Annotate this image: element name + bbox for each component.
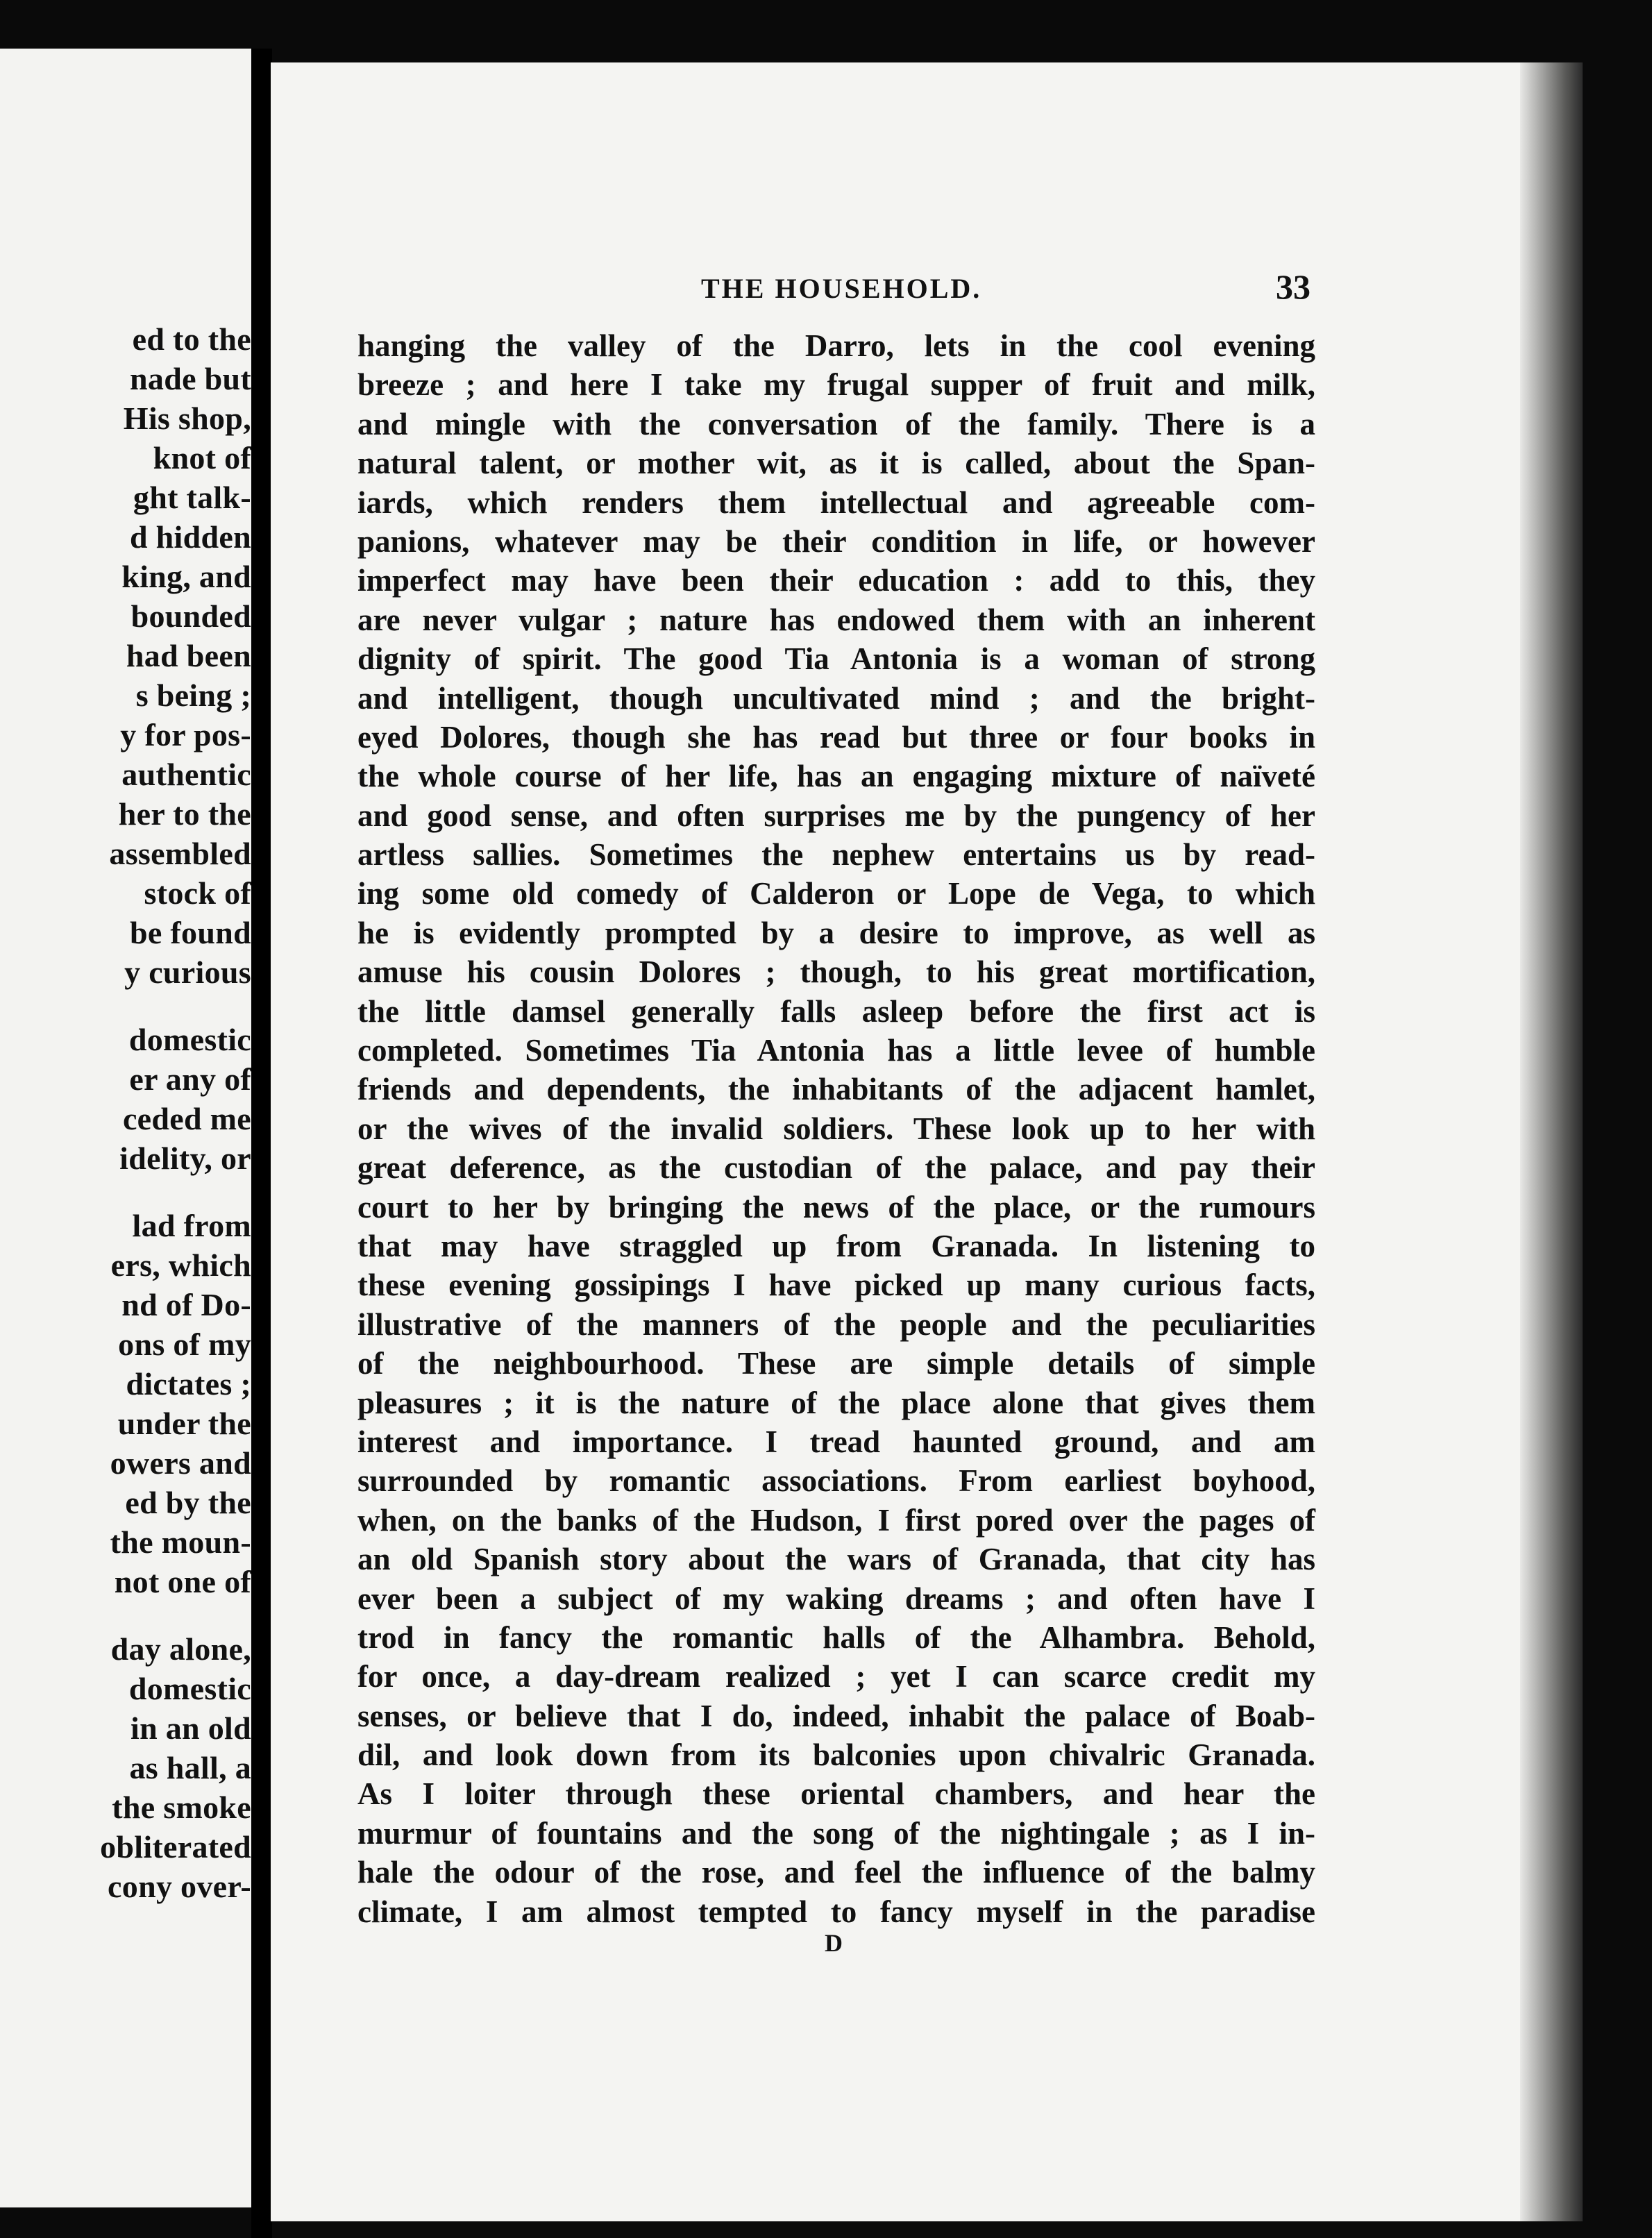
left-page-line: ed by the — [125, 1485, 251, 1520]
text-line: and mingle with the conversation of the family. There is a — [357, 406, 1315, 441]
left-page-line: er any of — [129, 1061, 251, 1097]
left-page-line: y for pos- — [120, 717, 251, 752]
left-page-line: knot of — [153, 440, 251, 476]
text-line: interest and importance. I tread haunted ground, and am — [357, 1424, 1315, 1459]
text-line: the little damsel generally falls asleep before the first act is — [357, 993, 1315, 1029]
text-line: these evening gossipings I have picked up many curious facts, — [357, 1268, 1315, 1303]
left-page-line: ers, which — [110, 1247, 251, 1283]
text-line: breeze ; and here I take my frugal supper of fruit and milk, — [357, 367, 1315, 403]
page-edge — [1520, 62, 1583, 2221]
text-line: ing some old comedy of Calderon or Lope de Vega, to which — [357, 876, 1315, 911]
text-line: great deference, as the custodian of the palace, and pay their — [357, 1150, 1315, 1186]
left-page-line: day alone, — [110, 1631, 251, 1667]
left-page-line: ceded me — [122, 1101, 251, 1136]
left-page-line: His shop, — [123, 401, 251, 436]
left-page-line: obliterated — [100, 1829, 251, 1865]
left-page-line: lad from — [132, 1208, 251, 1243]
text-line: climate, I am almost tempted to fancy myself in the paradise — [357, 1894, 1315, 1929]
left-page-line: nade but — [130, 361, 251, 396]
left-page-line: be found — [130, 915, 251, 950]
left-page-line: nd of Do- — [121, 1287, 251, 1322]
book-gutter — [251, 49, 272, 2238]
text-line: amuse his cousin Dolores ; though, to his great mortification, — [357, 954, 1315, 990]
left-page-line: s being ; — [135, 678, 251, 713]
body-text — [357, 326, 1315, 1931]
left-page-line — [0, 1178, 251, 1206]
left-page-line: king, and — [121, 559, 251, 594]
left-page-line: her to the — [118, 796, 251, 832]
page-number: 33 — [1276, 267, 1310, 306]
text-line: dignity of spirit. The good Tia Antonia is a woman of strong — [357, 641, 1315, 677]
left-page-line — [0, 992, 251, 1020]
left-page-line: owers and — [110, 1445, 251, 1481]
text-line: illustrative of the manners of the people and the peculiarities — [357, 1306, 1315, 1342]
text-line: As I loiter through these oriental chambers, and hear the — [357, 1776, 1315, 1812]
left-page-line: authentic — [121, 757, 251, 792]
text-line: an old Spanish story about the wars of Granada, that city has — [357, 1542, 1315, 1577]
text-line: eyed Dolores, though she has read but three or four books in — [357, 719, 1315, 755]
text-line: or the wives of the invalid soldiers. These look up to her with — [357, 1111, 1315, 1146]
left-page-line: the smoke — [112, 1790, 251, 1825]
text-line: surrounded by romantic associations. From earliest boyhood, — [357, 1463, 1315, 1499]
left-page-line: y curious — [124, 954, 251, 990]
text-line: when, on the banks of the Hudson, I first pored over the pages of — [357, 1502, 1315, 1538]
text-line: pleasures ; it is the nature of the place alone that gives them — [357, 1385, 1315, 1420]
text-line: hale the odour of the rose, and feel the influence of the balmy — [357, 1855, 1315, 1890]
text-line: senses, or believe that I do, indeed, inhabit the palace of Boab- — [357, 1698, 1315, 1733]
left-page-line: cony over- — [108, 1869, 251, 1904]
text-line: natural talent, or mother wit, as it is called, about the Span- — [357, 446, 1315, 481]
text-line: murmur of fountains and the song of the nightingale ; as I in- — [357, 1815, 1315, 1851]
text-line: the whole course of her life, has an engaging mixture of naïveté — [357, 759, 1315, 794]
left-page-line: the moun- — [110, 1524, 251, 1560]
left-page-line: dictates ; — [126, 1366, 251, 1402]
text-line: he is evidently prompted by a desire to improve, as well as — [357, 915, 1315, 950]
text-line: trod in fancy the romantic halls of the Alhambra. Behold, — [357, 1619, 1315, 1655]
text-line: friends and dependents, the inhabitants of the adjacent hamlet, — [357, 1072, 1315, 1107]
left-page-text — [0, 319, 251, 1906]
left-page-line: as hall, a — [129, 1750, 251, 1785]
left-page-line: not one of — [114, 1564, 251, 1599]
text-line: imperfect may have been their education : add to this, they — [357, 563, 1315, 598]
left-page-line: ons of my — [118, 1327, 251, 1362]
left-page-line: bounded — [130, 598, 251, 634]
text-line: ever been a subject of my waking dreams ; and often have I — [357, 1581, 1315, 1616]
left-page-line: idelity, or — [119, 1141, 251, 1176]
text-line: and intelligent, though uncultivated mind ; and the bright- — [357, 680, 1315, 716]
text-line: and good sense, and often surprises me by the pungency of her — [357, 798, 1315, 833]
text-line: of the neighbourhood. These are simple details of simple — [357, 1346, 1315, 1381]
left-page-line: in an old — [130, 1710, 251, 1746]
text-line: are never vulgar ; nature has endowed them with an inherent — [357, 602, 1315, 637]
left-page-line: domestic — [128, 1022, 251, 1057]
text-line: completed. Sometimes Tia Antonia has a little levee of humble — [357, 1033, 1315, 1068]
left-page-line: assembled — [109, 836, 251, 871]
left-page-line: stock of — [144, 875, 251, 911]
text-line: court to her by bringing the news of the place, or the rumours — [357, 1189, 1315, 1225]
text-line: panions, whatever may be their condition in life, or however — [357, 523, 1315, 559]
text-line: artless sallies. Sometimes the nephew entertains us by read- — [357, 837, 1315, 873]
left-page-line — [0, 1601, 251, 1629]
signature-mark: D — [825, 1929, 843, 1957]
left-page-line: domestic — [128, 1671, 251, 1706]
left-page-line: had been — [126, 638, 251, 673]
text-line: that may have straggled up from Granada. In listening to — [357, 1228, 1315, 1263]
text-line: dil, and look down from its balconies upon chivalric Granada. — [357, 1738, 1315, 1773]
text-line: iards, which renders them intellectual and agreeable com- — [357, 485, 1315, 520]
left-page-line: under the — [117, 1406, 251, 1441]
text-line: hanging the valley of the Darro, lets in the cool evening — [357, 328, 1315, 363]
left-page-line: ed to the — [132, 321, 251, 357]
left-page-line: d hidden — [129, 519, 251, 555]
running-head: THE HOUSEHOLD. — [701, 273, 982, 304]
left-page-line: ght talk- — [133, 480, 251, 515]
text-line: for once, a day-dream realized ; yet I can scarce credit my — [357, 1659, 1315, 1694]
left-page — [0, 49, 257, 2207]
